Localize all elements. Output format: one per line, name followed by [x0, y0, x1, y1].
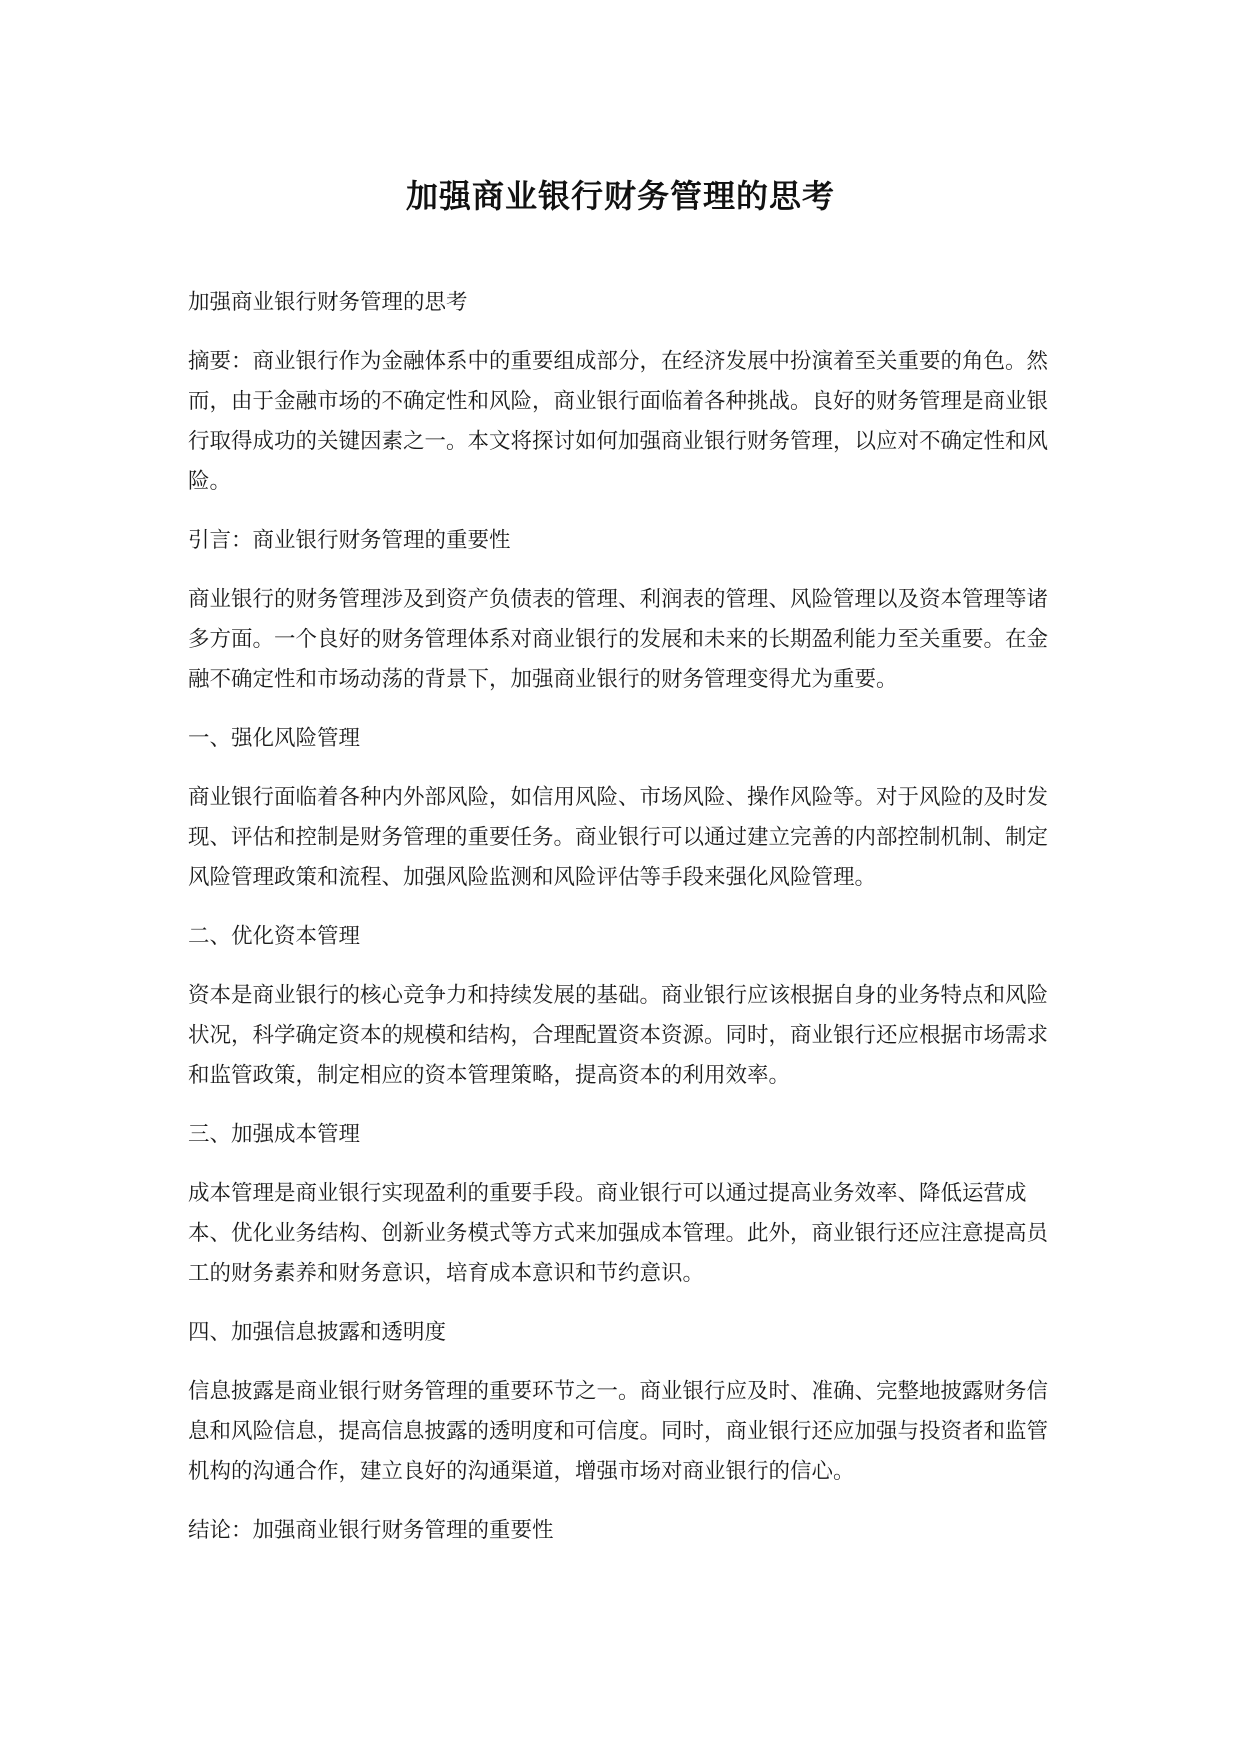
introduction-paragraph: 商业银行的财务管理涉及到资产负债表的管理、利润表的管理、风险管理以及资本管理等诸多方面。一个良好的财务管理体系对商业银行的发展和未来的长期盈利能力至关重要。在金融不确定性和市场动荡的背景下，加强商业银行的财务管理变得尤为重要。	[188, 587, 1049, 692]
document-title: 加强商业银行财务管理的思考	[405, 177, 835, 215]
section-3-paragraph: 成本管理是商业银行实现盈利的重要手段。商业银行可以通过提高业务效率、降低运营成本、优化业务结构、创新业务模式等方式来加强成本管理。此外，商业银行还应注意提高员工的财务素养和财务意识，培育成本意识和节约意识。	[188, 1181, 1049, 1286]
abstract-paragraph: 摘要：商业银行作为金融体系中的重要组成部分，在经济发展中扮演着至关重要的角色。然而，由于金融市场的不确定性和风险，商业银行面临着各种挑战。良好的财务管理是商业银行取得成功的关键因素之一。本文将探讨如何加强商业银行财务管理，以应对不确定性和风险。	[188, 349, 1049, 494]
section-1-heading: 一、强化风险管理	[188, 726, 361, 751]
section-3-heading: 三、加强成本管理	[188, 1122, 361, 1147]
section-4-paragraph: 信息披露是商业银行财务管理的重要环节之一。商业银行应及时、准确、完整地披露财务信息和风险信息，提高信息披露的透明度和可信度。同时，商业银行还应加强与投资者和监管机构的沟通合作，建立良好的沟通渠道，增强市场对商业银行的信心。	[188, 1379, 1049, 1484]
section-4-heading: 四、加强信息披露和透明度	[188, 1320, 447, 1345]
introduction-heading: 引言：商业银行财务管理的重要性	[188, 528, 511, 553]
conclusion-heading: 结论：加强商业银行财务管理的重要性	[188, 1518, 554, 1543]
document-body	[188, 283, 1050, 1570]
subtitle-heading: 加强商业银行财务管理的思考	[188, 290, 468, 315]
section-2-paragraph: 资本是商业银行的核心竞争力和持续发展的基础。商业银行应该根据自身的业务特点和风险状况，科学确定资本的规模和结构，合理配置资本资源。同时，商业银行还应根据市场需求和监管政策，制定相应的资本管理策略，提高资本的利用效率。	[188, 983, 1049, 1088]
section-1-paragraph: 商业银行面临着各种内外部风险，如信用风险、市场风险、操作风险等。对于风险的及时发现、评估和控制是财务管理的重要任务。商业银行可以通过建立完善的内部控制机制、制定风险管理政策和流程、加强风险监测和风险评估等手段来强化风险管理。	[188, 785, 1049, 890]
section-2-heading: 二、优化资本管理	[188, 924, 361, 949]
